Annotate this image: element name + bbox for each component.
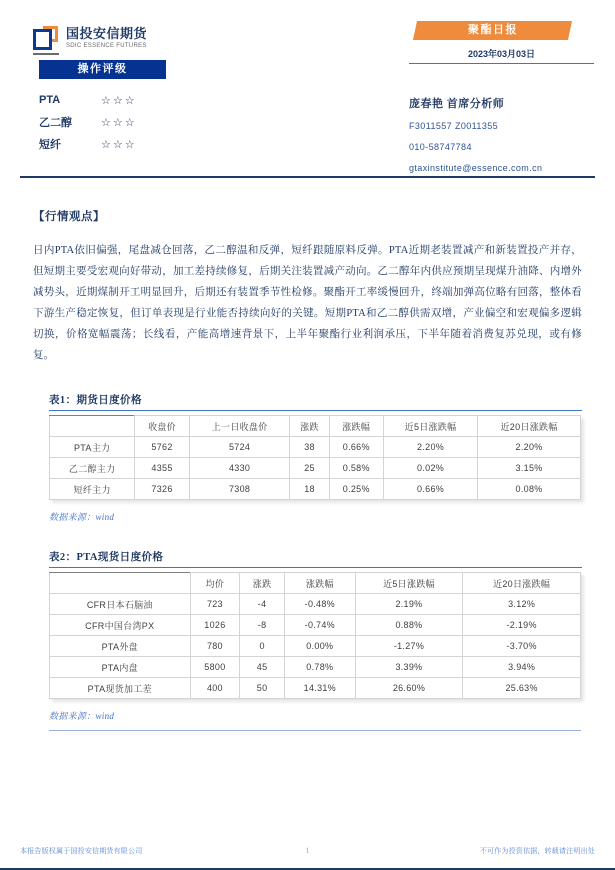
table-row: [50, 615, 581, 636]
star-rating-icon: ☆☆☆: [101, 137, 137, 151]
report-title-banner: [413, 21, 572, 40]
table-row: [50, 636, 581, 657]
table1-r0-c3: 38: [290, 437, 329, 458]
table1-r1-c0: 乙二醇主力: [50, 458, 135, 479]
analyst-license: F3011557 Z0011355: [409, 121, 499, 131]
table2-r1-c0: CFR中国台湾PX: [50, 615, 191, 636]
table1-r0-c6: 2.20%: [478, 437, 581, 458]
table1-col-6: 近20日涨跌幅: [478, 416, 581, 437]
table2-r0-c1: 723: [190, 594, 240, 615]
table2-r3-c2: 45: [240, 657, 285, 678]
table1-r0-c0: PTA主力: [50, 437, 135, 458]
table1-r0-c4: 0.66%: [329, 437, 383, 458]
footer-page-number: 1: [305, 846, 310, 855]
table-futures-daily-price: [49, 415, 581, 500]
table-row: [50, 657, 581, 678]
table1-title-rule: [49, 410, 582, 411]
table1-r1-c3: 25: [290, 458, 329, 479]
table1-col-5: 近5日涨跌幅: [384, 416, 478, 437]
table2-r3-c1: 5800: [190, 657, 240, 678]
rating-row: [39, 111, 199, 133]
table2-r1-c4: 0.88%: [355, 615, 463, 636]
table1-r2-c0: 短纤主力: [50, 479, 135, 500]
report-title: 聚酯日报: [467, 24, 518, 36]
table1-r2-c1: 7326: [135, 479, 189, 500]
analyst-info: [409, 95, 609, 184]
table2-r1-c5: -2.19%: [463, 615, 581, 636]
rating-list: [39, 89, 199, 155]
table-pta-spot-daily-price: [49, 572, 581, 699]
table1-r2-c2: 7308: [189, 479, 290, 500]
table2-r2-c3: 0.00%: [284, 636, 355, 657]
footer-disclaimer: 不可作为投资依据，转载请注明出处: [479, 847, 595, 855]
table-row: [50, 458, 581, 479]
table2-r0-c5: 3.12%: [463, 594, 581, 615]
rating-item-name: 短纤: [39, 139, 61, 151]
table1-title: 表1：期货日度价格: [49, 395, 142, 406]
logo-text-cn: 国投安信期货: [66, 26, 148, 41]
star-rating-icon: ☆☆☆: [101, 93, 137, 107]
table2-r1-c1: 1026: [190, 615, 240, 636]
table2-r3-c3: 0.78%: [284, 657, 355, 678]
table1-r1-c1: 4355: [135, 458, 189, 479]
logo-text-en: SDIC ESSENCE FUTURES: [66, 43, 147, 49]
table2-r1-c2: -8: [240, 615, 285, 636]
table2-r3-c5: 3.94%: [463, 657, 581, 678]
table2-col-0: [50, 573, 191, 594]
table1-source-note: 数据来源：wind: [49, 512, 115, 522]
analyst-phone: 010-58747784: [409, 142, 472, 152]
table2-title: 表2：PTA现货日度价格: [49, 552, 164, 563]
table1-col-2: 上一日收盘价: [189, 416, 290, 437]
rating-row: [39, 89, 199, 111]
table-row: [50, 437, 581, 458]
table2-r3-c4: 3.39%: [355, 657, 463, 678]
table1-r0-c5: 2.20%: [384, 437, 478, 458]
table2-r2-c1: 780: [190, 636, 240, 657]
table2-r4-c4: 26.60%: [355, 678, 463, 699]
footer-copyright: 本报告版权属于国投安信期货有限公司: [20, 847, 143, 855]
table-row: [50, 479, 581, 500]
table2-r0-c3: -0.48%: [284, 594, 355, 615]
rating-panel-title: 操作评级: [39, 60, 166, 79]
table2-r4-c2: 50: [240, 678, 285, 699]
star-rating-icon: ☆☆☆: [101, 115, 137, 129]
table2-r0-c0: CFR日本石脑油: [50, 594, 191, 615]
market-view-paragraph: 日内PTA依旧偏强，尾盘减仓回落，乙二醇温和反弹，短纤跟随原料反弹。PTA近期老装置减产和新装置投产并存，但短期主要受宏观向好带动，加工差持续修复，后期关注装置减产动向。乙二醇年内供应预期呈现煤升油降、内增外减势头，近期煤制开工明显回升，后期还有装置季节性检修。聚酯开工率缓慢回升，终端加弹高位略有回落，整体看下游生产稳定恢复，但订单表现是行业能否持续向好的关键。短期PTA和乙二醇供需双增，产业偏空和宏观偏多逻辑切换，价格宽幅震荡；长线看，产能高增速背景下，上半年聚酯行业利润承压，下半年随着消费复苏兑现，或有修复。: [33, 245, 582, 361]
table1-col-3: 涨跌: [290, 416, 329, 437]
table1-r0-c1: 5762: [135, 437, 189, 458]
table2-r2-c4: -1.27%: [355, 636, 463, 657]
table1-col-0: [50, 416, 135, 437]
table2-r0-c2: -4: [240, 594, 285, 615]
table2-col-2: 涨跌: [240, 573, 285, 594]
table1-r2-c5: 0.66%: [384, 479, 478, 500]
table2-r0-c4: 2.19%: [355, 594, 463, 615]
company-logo: [33, 26, 147, 52]
rating-item-name: 乙二醇: [39, 117, 72, 129]
table1-r1-c5: 0.02%: [384, 458, 478, 479]
page-header: [0, 0, 615, 178]
table-row: [50, 594, 581, 615]
logo-mark-icon: [33, 26, 59, 52]
table2-col-3: 涨跌幅: [284, 573, 355, 594]
table2-col-5: 近20日涨跌幅: [463, 573, 581, 594]
table2-r2-c5: -3.70%: [463, 636, 581, 657]
table2-col-1: 均价: [190, 573, 240, 594]
table2-r4-c1: 400: [190, 678, 240, 699]
table2-r2-c2: 0: [240, 636, 285, 657]
table2-title-rule: [49, 567, 582, 568]
page-footer: [0, 842, 615, 870]
rating-item-name: PTA: [39, 94, 61, 106]
header-divider: [20, 176, 595, 178]
report-date: 2023年03月03日: [409, 47, 594, 64]
table1-r2-c4: 0.25%: [329, 479, 383, 500]
analyst-name: 庞春艳 首席分析师: [409, 98, 505, 110]
table1-col-1: 收盘价: [135, 416, 189, 437]
report-body: [0, 208, 615, 731]
analyst-email: gtaxinstitute@essence.com.cn: [409, 163, 543, 173]
table1-r2-c6: 0.08%: [478, 479, 581, 500]
table2-r3-c0: PTA内盘: [50, 657, 191, 678]
table1-r1-c6: 3.15%: [478, 458, 581, 479]
table2-r4-c5: 25.63%: [463, 678, 581, 699]
table1-r1-c2: 4330: [189, 458, 290, 479]
table-header-row: [50, 416, 581, 437]
table1-r0-c2: 5724: [189, 437, 290, 458]
table2-r1-c3: -0.74%: [284, 615, 355, 636]
table-row: [50, 678, 581, 699]
rating-row: [39, 133, 199, 155]
table2-r2-c0: PTA外盘: [50, 636, 191, 657]
table1-r2-c3: 18: [290, 479, 329, 500]
table2-r4-c3: 14.31%: [284, 678, 355, 699]
table-header-row: [50, 573, 581, 594]
section-divider: [49, 730, 581, 731]
table2-source-note: 数据来源：wind: [49, 711, 115, 721]
section-heading-market-view: 【行情观点】: [33, 211, 105, 223]
table2-col-4: 近5日涨跌幅: [355, 573, 463, 594]
table1-col-4: 涨跌幅: [329, 416, 383, 437]
table1-r1-c4: 0.58%: [329, 458, 383, 479]
table2-r4-c0: PTA现货加工差: [50, 678, 191, 699]
